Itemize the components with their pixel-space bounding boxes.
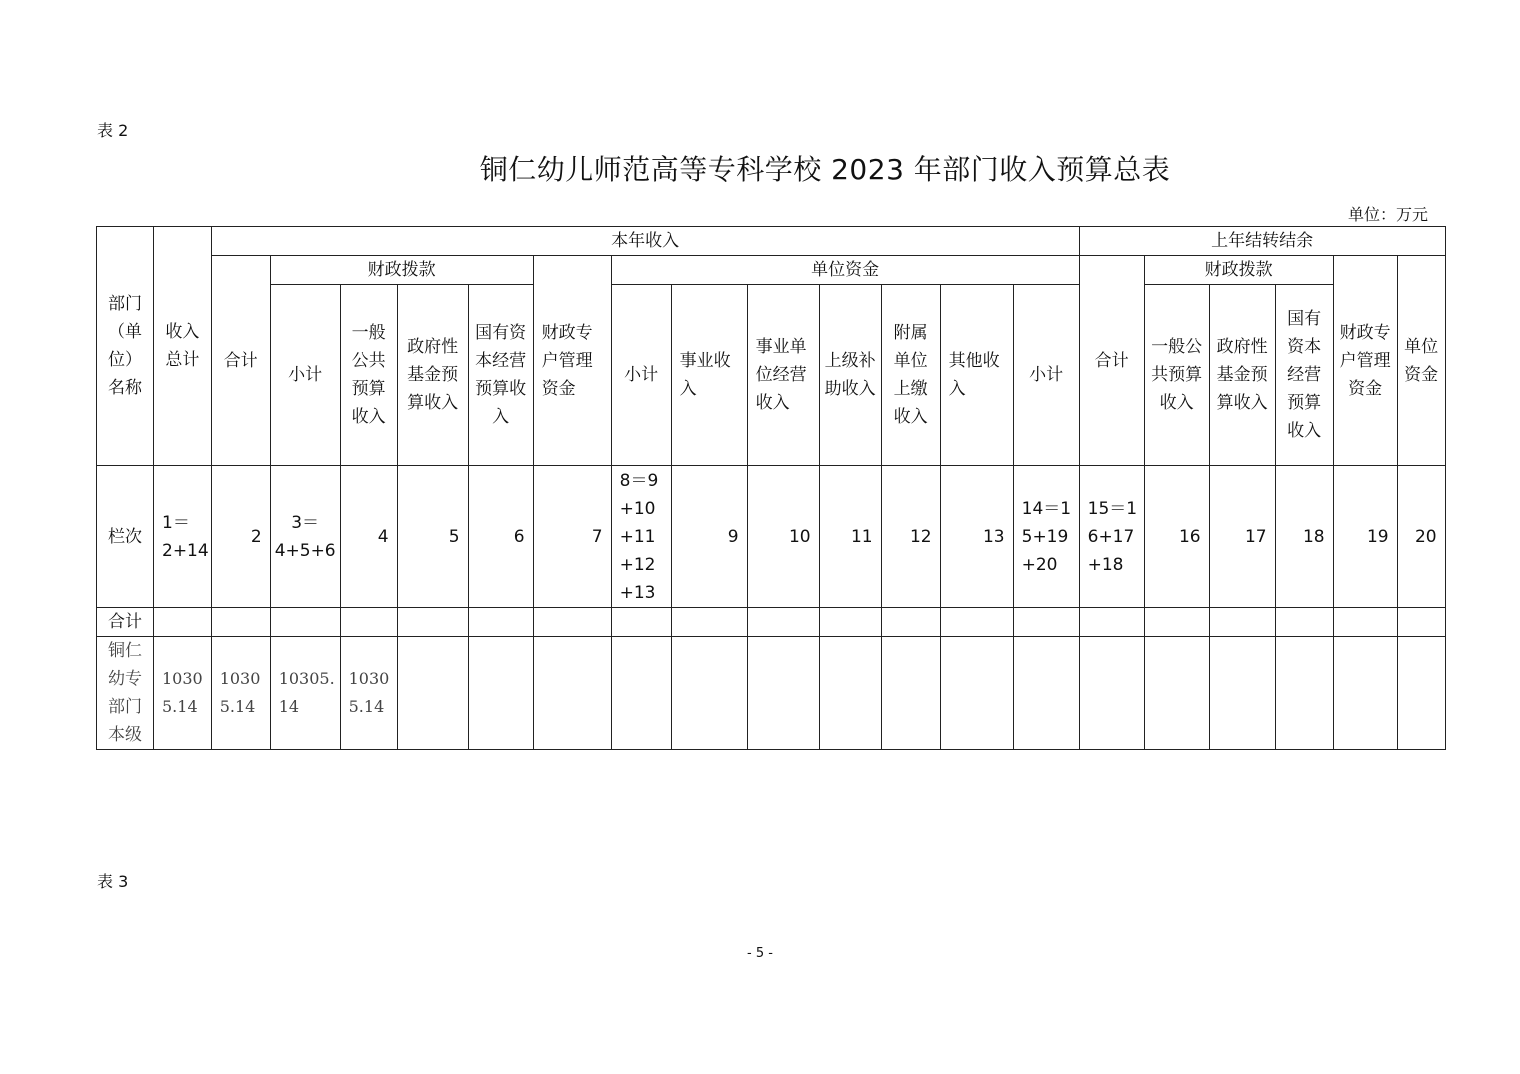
table-cell xyxy=(747,637,819,750)
column-index-cell: 14＝15+19+20 xyxy=(1013,466,1079,608)
table-row xyxy=(97,608,1446,637)
column-index-cell: 1＝2+14 xyxy=(154,466,212,608)
header-ly-fiscal-subtotal: 小计 xyxy=(1013,285,1079,466)
unit-note: 单位：万元 xyxy=(1347,205,1428,224)
table-cell xyxy=(1209,608,1275,637)
column-index-cell: 10 xyxy=(747,466,819,608)
table-cell xyxy=(940,608,1013,637)
header-ly-total: 合计 xyxy=(1079,256,1144,466)
column-index-cell: 13 xyxy=(940,466,1013,608)
table-cell xyxy=(270,608,340,637)
column-index-cell: 17 xyxy=(1209,466,1275,608)
header-cy-gov-fund: 政府性基金预算收入 xyxy=(397,285,468,466)
table-cell xyxy=(533,637,611,750)
header-cy-operating-income: 事业单位经营收入 xyxy=(747,285,819,466)
row-name: 铜仁幼专部门本级 xyxy=(97,637,154,750)
header-ly-general-budget: 一般公共预算收入 xyxy=(1144,285,1209,466)
column-index-cell: 12 xyxy=(881,466,940,608)
header-ly-unit-funds: 单位资金 xyxy=(1397,256,1445,466)
table-label: 表 2 xyxy=(97,121,129,140)
table-cell xyxy=(397,608,468,637)
column-index-cell: 15＝16+17+18 xyxy=(1079,466,1144,608)
table-cell: 10305.14 xyxy=(270,637,340,750)
table-cell xyxy=(533,608,611,637)
header-ly-state-capital: 国有资本经营预算收入 xyxy=(1275,285,1333,466)
table-cell xyxy=(1144,637,1209,750)
table-cell: 10305.14 xyxy=(340,637,397,750)
header-cy-special-account: 财政专户管理资金 xyxy=(533,256,611,466)
table-cell xyxy=(1209,637,1275,750)
table-cell: 10305.14 xyxy=(154,637,212,750)
header-cy-unit-funds: 单位资金 xyxy=(611,256,1079,285)
table-cell xyxy=(397,637,468,750)
header-cy-total: 合计 xyxy=(211,256,270,466)
table-cell xyxy=(1275,608,1333,637)
table-cell xyxy=(1079,608,1144,637)
header-cy-fiscal: 财政拨款 xyxy=(270,256,533,285)
column-index-cell: 20 xyxy=(1397,466,1445,608)
header-income-total: 收入总计 xyxy=(154,227,212,466)
table-cell xyxy=(611,608,671,637)
table-cell xyxy=(1333,637,1397,750)
table-cell xyxy=(468,608,533,637)
header-cy-superior-subsidy: 上级补助收入 xyxy=(819,285,881,466)
table-cell xyxy=(747,608,819,637)
column-index-row xyxy=(97,466,1446,608)
table-cell xyxy=(1333,608,1397,637)
table-cell xyxy=(1397,637,1445,750)
table-cell xyxy=(340,608,397,637)
table-cell xyxy=(154,608,212,637)
table-cell xyxy=(819,637,881,750)
table-cell xyxy=(1079,637,1144,750)
table-label: 表 3 xyxy=(97,872,129,891)
column-index-cell: 6 xyxy=(468,466,533,608)
header-ly-special-account: 财政专户管理资金 xyxy=(1333,256,1397,466)
header-cy-affiliated-remit: 附属单位上缴收入 xyxy=(881,285,940,466)
table-cell xyxy=(211,608,270,637)
header-ly-fiscal: 财政拨款 xyxy=(1144,256,1333,285)
table-cell xyxy=(1013,608,1079,637)
table-cell xyxy=(819,608,881,637)
table-cell xyxy=(671,637,747,750)
column-index-cell: 19 xyxy=(1333,466,1397,608)
table-row xyxy=(97,637,1446,750)
column-index-cell: 9 xyxy=(671,466,747,608)
header-cy-general-budget: 一般公共预算收入 xyxy=(340,285,397,466)
header-cy-other-income: 其他收入 xyxy=(940,285,1013,466)
header-dept-name: 部门（单位）名称 xyxy=(97,227,154,466)
table-cell xyxy=(671,608,747,637)
table-cell xyxy=(940,637,1013,750)
header-current-year: 本年收入 xyxy=(211,227,1079,256)
header-last-year: 上年结转结余 xyxy=(1079,227,1445,256)
page-number: - 5 - xyxy=(747,946,773,961)
column-index-cell: 18 xyxy=(1275,466,1333,608)
column-index-label: 栏次 xyxy=(97,466,154,608)
column-index-cell: 5 xyxy=(397,466,468,608)
table-cell xyxy=(1144,608,1209,637)
header-cy-state-capital: 国有资本经营预算收入 xyxy=(468,285,533,466)
row-name: 合计 xyxy=(97,608,154,637)
header-cy-unit-subtotal: 小计 xyxy=(611,285,671,466)
table-cell: 10305.14 xyxy=(211,637,270,750)
column-index-cell: 16 xyxy=(1144,466,1209,608)
page-title: 铜仁幼儿师范高等专科学校 2023 年部门收入预算总表 xyxy=(479,153,1171,186)
table-cell xyxy=(1275,637,1333,750)
table-cell xyxy=(881,637,940,750)
column-index-cell: 8＝9+10+11+12+13 xyxy=(611,466,671,608)
column-index-cell: 3＝4+5+6 xyxy=(270,466,340,608)
column-index-cell: 4 xyxy=(340,466,397,608)
table-cell xyxy=(881,608,940,637)
table-cell xyxy=(468,637,533,750)
header-ly-gov-fund: 政府性基金预算收入 xyxy=(1209,285,1275,466)
table-cell xyxy=(1397,608,1445,637)
table-cell xyxy=(611,637,671,750)
column-index-cell: 11 xyxy=(819,466,881,608)
column-index-cell: 7 xyxy=(533,466,611,608)
table-cell xyxy=(1013,637,1079,750)
header-cy-fiscal-subtotal: 小计 xyxy=(270,285,340,466)
budget-table xyxy=(96,226,1446,750)
header-cy-business-income: 事业收入 xyxy=(671,285,747,466)
column-index-cell: 2 xyxy=(211,466,270,608)
